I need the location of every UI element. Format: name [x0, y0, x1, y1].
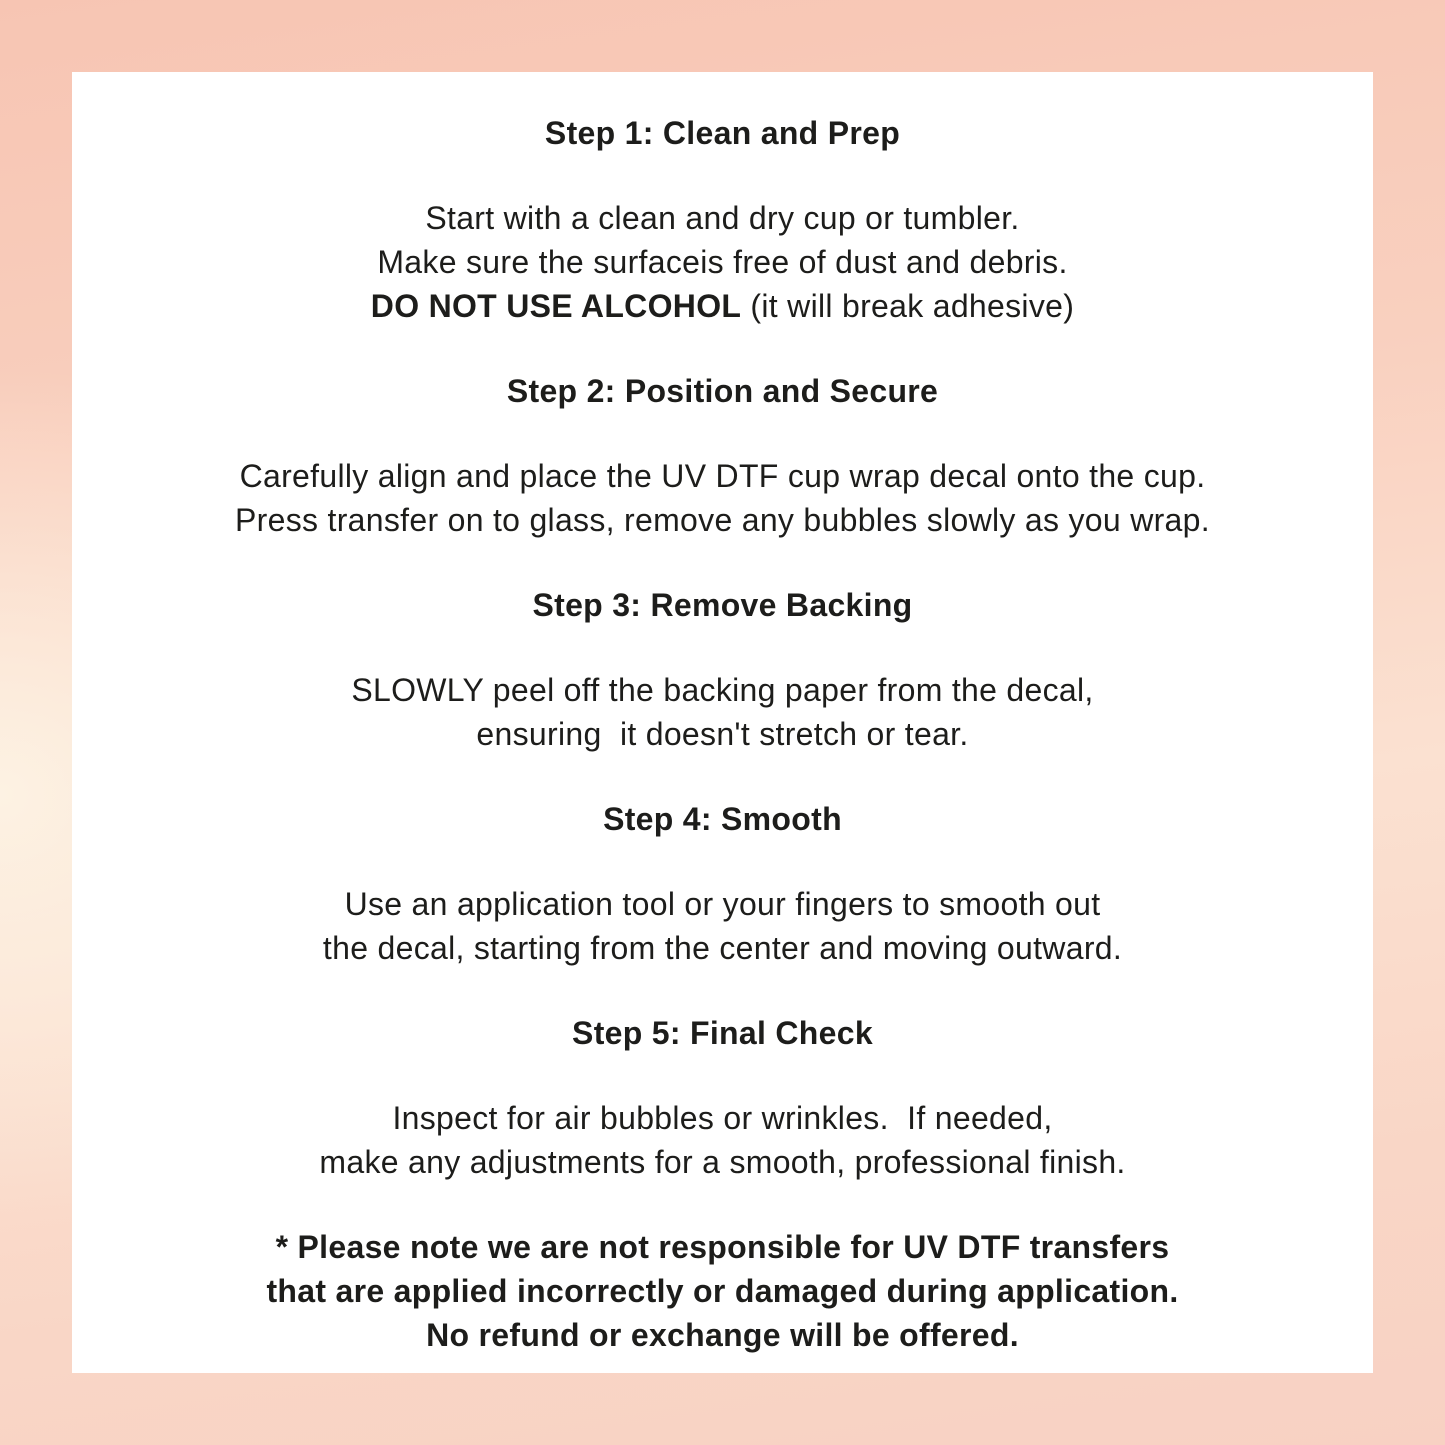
instruction-panel	[72, 72, 1373, 1373]
step-4-heading: Step 4: Smooth	[603, 801, 842, 837]
step-5-line-1: Inspect for air bubbles or wrinkles. If needed,	[392, 1100, 1053, 1136]
step-5-heading: Step 5: Final Check	[572, 1015, 873, 1051]
step-1-line-3	[96, 284, 1349, 328]
section-step-5	[96, 1011, 1349, 1184]
step-2-line-1: Carefully align and place the UV DTF cup wrap decal onto the cup.	[239, 458, 1206, 494]
section-step-2	[96, 369, 1349, 542]
step-3-heading: Step 3: Remove Backing	[532, 587, 913, 623]
section-step-4	[96, 797, 1349, 970]
section-step-1	[96, 111, 1349, 328]
disclaimer-line-1: * Please note we are not responsible for UV DTF transfers	[275, 1229, 1170, 1265]
step-1-heading: Step 1: Clean and Prep	[544, 115, 901, 151]
step-5-line-2: make any adjustments for a smooth, professional finish.	[319, 1144, 1126, 1180]
alcohol-warning-bold: DO NOT USE ALCOHOL	[370, 288, 742, 324]
step-1-line-1: Start with a clean and dry cup or tumbler.	[425, 200, 1020, 236]
disclaimer-line-2: that are applied incorrectly or damaged during application.	[266, 1273, 1179, 1309]
step-3-line-2: ensuring it doesn't stretch or tear.	[476, 716, 969, 752]
alcohol-warning-rest: (it will break adhesive)	[741, 288, 1075, 324]
step-1-line-2: Make sure the surfaceis free of dust and debris.	[377, 244, 1068, 280]
disclaimer-line-3: No refund or exchange will be offered.	[426, 1317, 1019, 1353]
step-2-heading: Step 2: Position and Secure	[506, 373, 939, 409]
disclaimer	[96, 1225, 1349, 1357]
step-4-line-2: the decal, starting from the center and moving outward.	[322, 930, 1123, 966]
step-4-line-1: Use an application tool or your fingers to smooth out	[344, 886, 1101, 922]
section-step-3	[96, 583, 1349, 756]
step-3-line-1: SLOWLY peel off the backing paper from the decal,	[351, 672, 1094, 708]
step-2-line-2: Press transfer on to glass, remove any bubbles slowly as you wrap.	[235, 502, 1210, 538]
